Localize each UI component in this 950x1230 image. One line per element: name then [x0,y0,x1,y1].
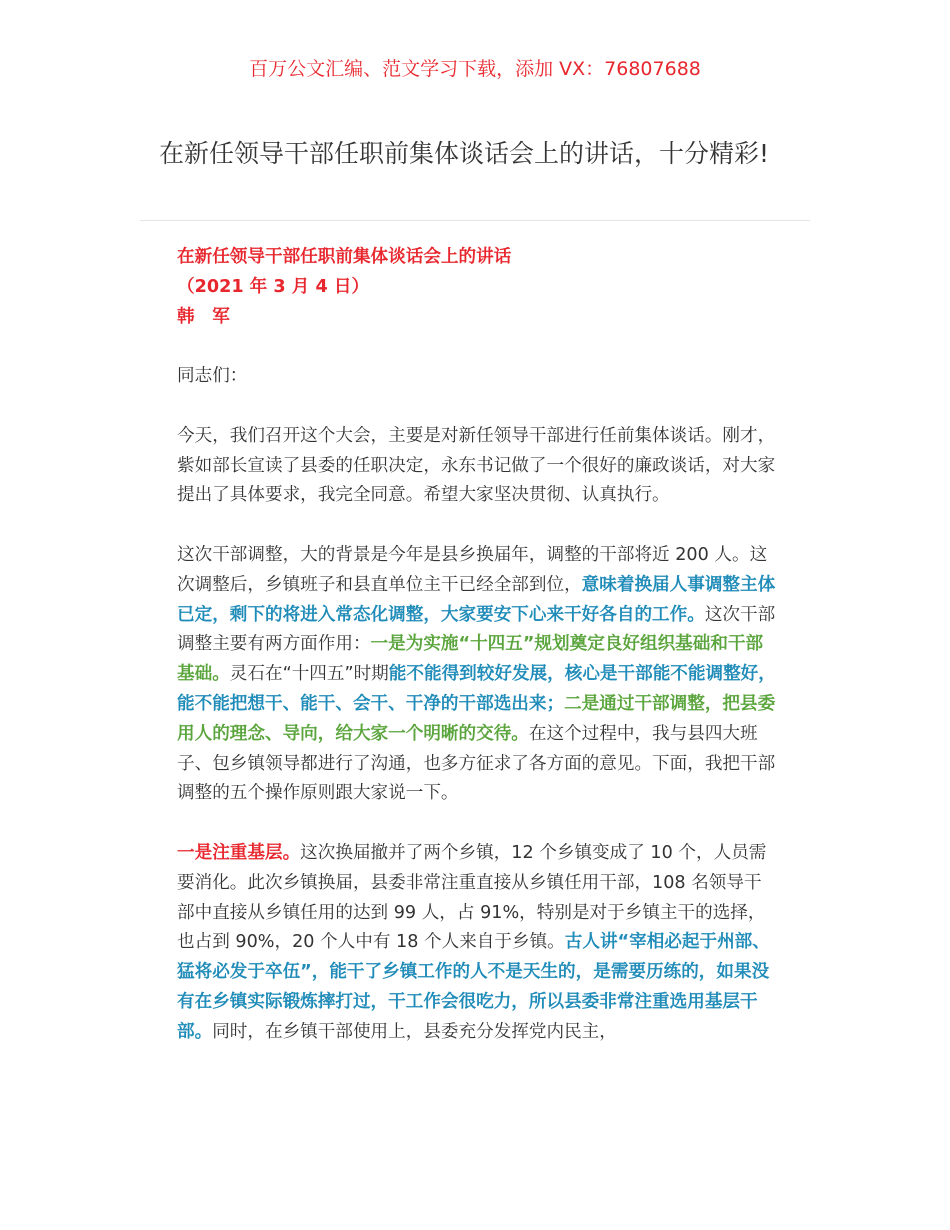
p2-emphasis-green: 一是为实施“十四五”规划奠定良好组织基础和干部基础。 [177,634,764,685]
article-title: 在新任领导干部任职前集体谈话会上的讲话，十分精彩! [159,139,770,168]
paragraph-1: 今天，我们召开这个大会，主要是对新任领导干部进行任前集体谈话。刚才，紫如部长宣读了县委的任职决定，永东书记做了一个很好的廉政谈话，对大家提出了具体要求，我完全同意。希望大家坚决贯彻、认真执行。 [177,425,776,506]
p3-emphasis-blue: 古人讲“宰相必起于州部、猛将必发于卒伍”，能干了乡镇工作的人不是天生的，是需要历练的，如果没有在乡镇实际锻炼摔打过，干工作会很吃力，所以县委非常注重选用基层干部。 [177,932,770,1042]
p2-emphasis-blue: 意味着换届人事调整主体已定，剩下的将进入常态化调整，大家要安下心来干好各自的工作。 [177,574,776,625]
p2-emphasis-green: 二是通过干部调整，把县委用人的理念、导向，给大家一个明晰的交待。 [177,693,776,744]
p2-text: 在这个过程中，我与县四大班子、包乡镇领导都进行了沟通，也多方征求了各方面的意见。下面，我把干部调整的五个操作原则跟大家说一下。 [177,723,776,804]
p2-text: 灵石在“十四五”时期 [229,664,389,685]
p3-heading: 一是注重基层。 [177,842,301,863]
salutation: 同志们： [177,366,248,387]
p3-text: 这次换届撤并了两个乡镇，12 个乡镇变成了 10 个，人员需要消化。此次乡镇换届，县委非常注重直接从乡镇任用干部，108 名领导干部中直接从乡镇任用的达到 99 人，占 91%，特别是对于乡镇主干的选择，也占到 90%，20 个人中有 18 个人来自于乡镇。 [177,842,767,953]
article-body [177,243,777,1077]
p2-text: 这次干部调整主要有两方面作用： [177,604,776,655]
p3-text: 同时，在乡镇干部使用上，县委充分发挥党内民主， [212,1021,617,1042]
title-divider [140,220,810,221]
speech-title: 在新任领导干部任职前集体谈话会上的讲话 [177,247,512,267]
promo-banner: 百万公文汇编、范文学习下载，添加 VX：76807688 [249,58,701,80]
speech-author: 韩 军 [177,306,230,327]
p2-text: 这次干部调整，大的背景是今年是县乡换届年，调整的干部将近 200 人。这次调整后，乡镇班子和县直单位主干已经全部到位， [177,544,768,595]
p2-emphasis-blue: 能不能得到较好发展，核心是干部能不能调整好，能不能把想干、能干、会干、干净的干部选出来； [177,664,776,714]
paragraph-2 [177,541,777,809]
speech-date: （2021 年 3 月 4 日） [177,276,370,297]
paragraph-3 [177,839,777,1048]
